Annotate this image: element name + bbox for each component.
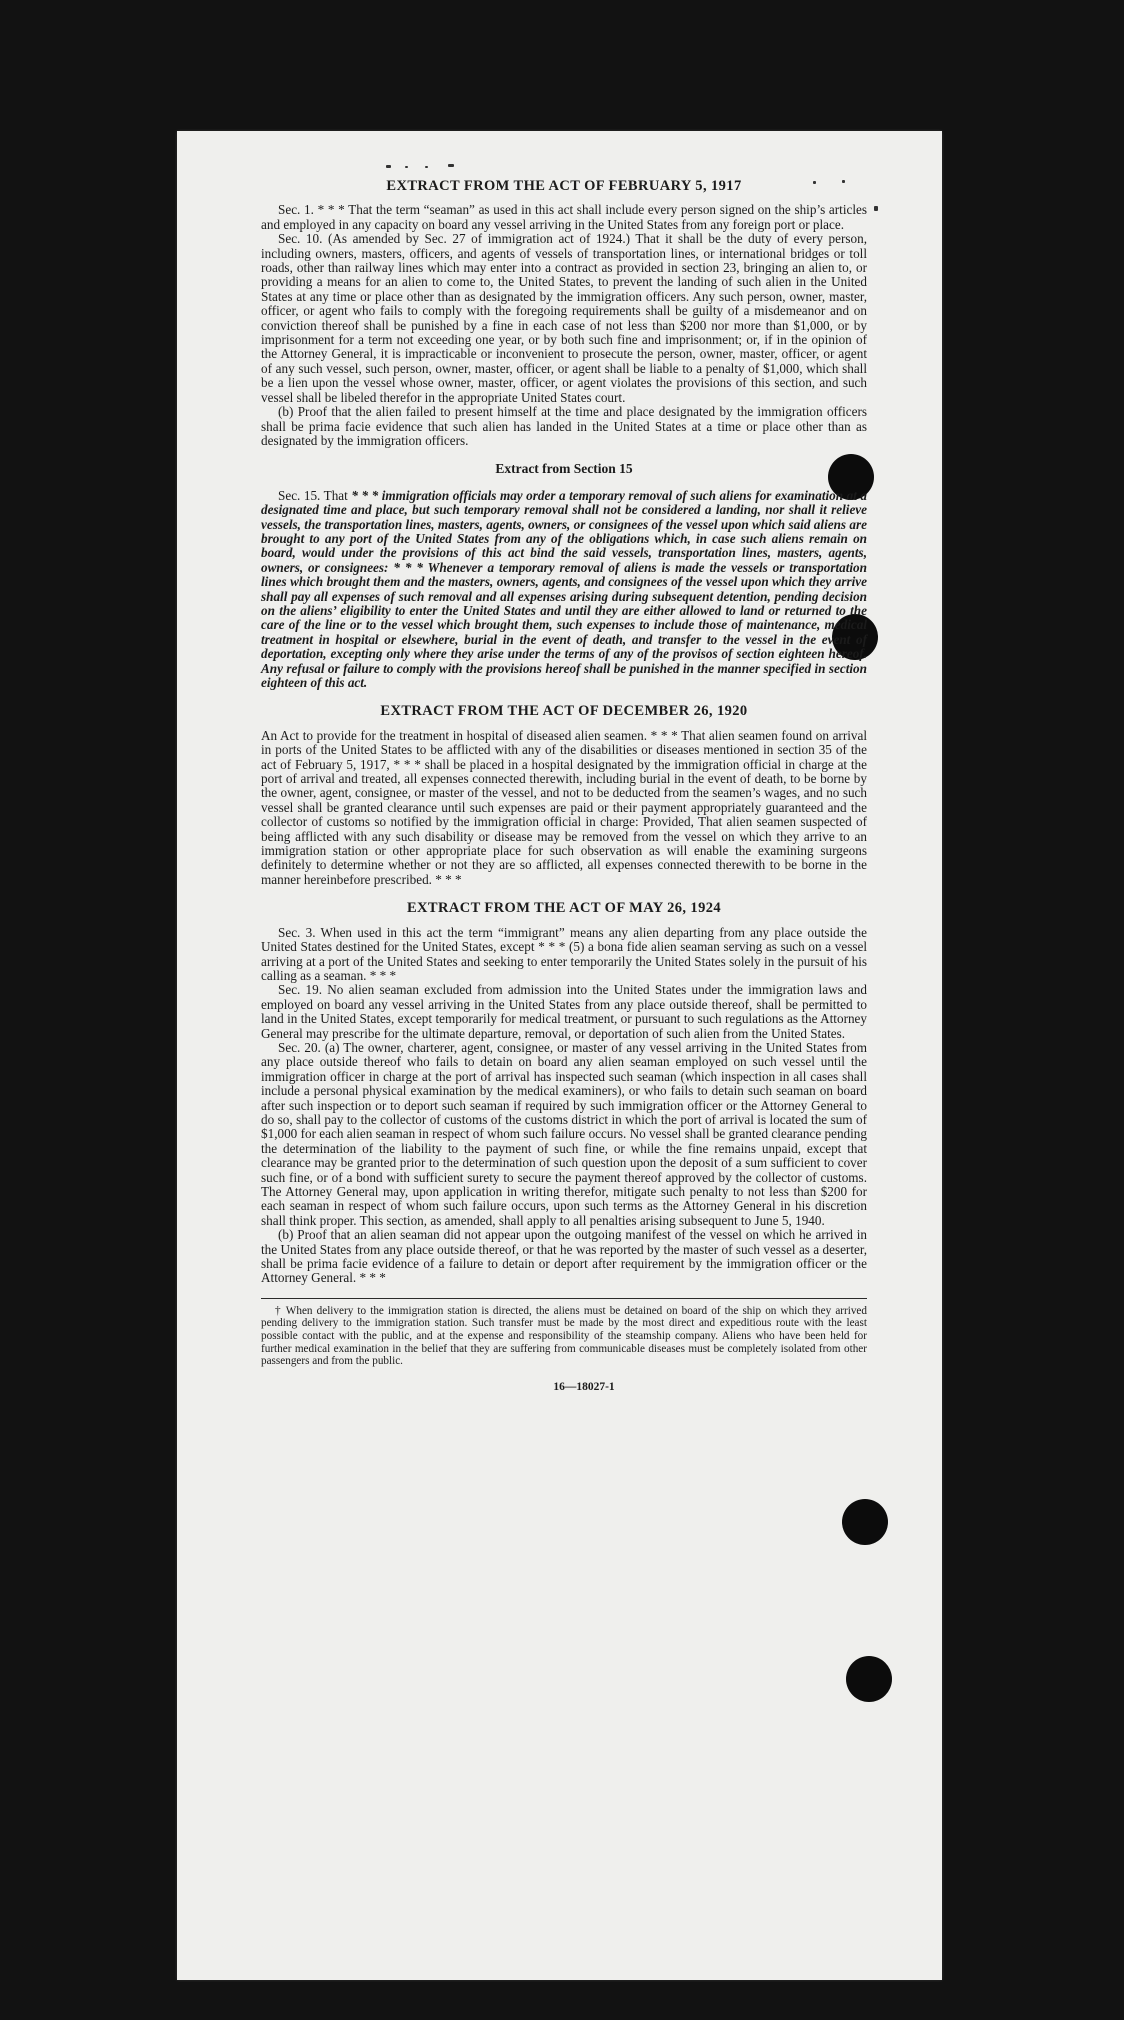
paragraph-sec-1: Sec. 1. * * * That the term “seaman” as used in this act shall include every person signed on the ship’s articles and employed in any capacity on board any vessel arriving in the United States from any foreign port or place. (261, 202, 867, 232)
document-body (261, 179, 867, 1394)
form-number: 16—18027-1 (553, 1380, 615, 1393)
sec-15-body: * * * immigration officials may order a temporary removal of such aliens for examination at a designated time and place, but such temporary removal shall not be considered a landing, nor shall it relieve vessels, the transportation lines, masters, agents, owners, or consignees of the vessel upon which said aliens are brought to any port of the United States from any of the obligations which, in case such aliens remain on board, would under the provisions of this act bind the said vessels, transportation lines, masters, agents, owners, or consignees: * * * Whenever a temporary removal of aliens is made the vessels or transportation lines which brought them and the masters, owners, agents, and consignees of the vessel upon which they arrive shall pay all expenses of such removal and all expenses arising during subsequent detention, pending decision on the aliens’ eligibility to enter the United States and until they are either allowed to land or returned to the care of the line or to the vessel which brought them, such expenses to include those of maintenance, medical treatment in hospital or elsewhere, burial in the event of death, and transfer to the vessel in the event of deportation, excepting only where they arise under the terms of any of the provisos of section eighteen hereof. Any refusal or failure to comply with the provisions hereof shall be punished in the manner specified in section eighteen of this act. (261, 487, 868, 690)
speck-mark (448, 164, 454, 167)
punch-hole-4 (846, 1656, 892, 1702)
heading-section-15: Extract from Section 15 (495, 461, 633, 477)
paragraph-sec-10-b: (b) Proof that the alien failed to present himself at the time and place designated by the immigration officers shall be prima facie evidence that such alien has landed in the United States at a time or place other than as designated by the immigration officers. (261, 404, 867, 448)
footnote-text: † When delivery to the immigration station is directed, the aliens must be detained on board of the ship on which they arrived pending delivery to the immigration station. Such transfer must be made by the most direct and expeditious route with the least possible contact with the public, and at the expense and responsibility of the steamship company. Aliens who have been held for further medical examination in the belief that they are suffering from communicable diseases must be completely isolated from other passengers and from the public. (261, 1304, 867, 1368)
paragraph-sec-20-b: (b) Proof that an alien seaman did not appear upon the outgoing manifest of the vessel on which he arrived in the United States from any place outside thereof, or that he was reported by the master of such vessel as a deserter, shall be prima facie evidence of a failure to detain or deport after requirement by the immigration officer or the Attorney General. * * * (261, 1227, 867, 1286)
document-sheet (177, 131, 942, 1980)
punch-hole-3 (842, 1499, 888, 1545)
speck-mark (405, 166, 408, 168)
paragraph-sec-10: Sec. 10. (As amended by Sec. 27 of immigration act of 1924.) That it shall be the duty of every person, including owners, masters, officers, and agents of vessels of transportation lines, or international bridges or toll roads, other than railway lines which may enter into a contract as provided in section 23, bringing an alien to, or providing a means for an alien to come to, the United States, to prevent the landing of such alien in the United States at any time or place other than as designated by the immigration officers. Any such person, owner, master, officer, or agent who fails to comply with the foregoing requirements shall be guilty of a misdemeanor and on conviction thereof shall be punished by a fine in each case of not less than $200 nor more than $1,000, or by imprisonment for a term not exceeding one year, or by both such fine and imprisonment; or, if in the opinion of the Attorney General, it is impracticable or inconvenient to prosecute the person, owner, master, officer, or agent of any such vessel, such person, owner, master, officer, or agent shall be liable to a penalty of $1,000, which shall be a lien upon the vessel whose owner, master, officer, or agent violates the provisions of this section, and such vessel shall be libeled therefor in the appropriate United States court. (261, 231, 867, 405)
footnote-divider (261, 1298, 867, 1299)
paragraph-sec-20-a: Sec. 20. (a) The owner, charterer, agent, consignee, or master of any vessel arriving in the United States from any place outside thereof who fails to detain on board any alien seaman employed on such vessel until the immigration officer in charge at the port of arrival has inspected such seaman (which inspection in all cases shall include a personal physical examination by the medical examiners), or who fails to detain such seaman on board after such inspection or to deport such seaman if required by such immigration officer or the Attorney General to do so, shall pay to the collector of customs of the customs district in which the port of arrival is located the sum of $1,000 for each alien seaman in respect of whom such failure occurs. No vessel shall be granted clearance pending the determination of the liability to the payment of such fine, or while the fine remains unpaid, except that clearance may be granted prior to the determination of such question upon the deposit of a sum sufficient to cover such fine, or of a bond with sufficient surety to secure the payment thereof approved by the collector of customs. The Attorney General may, upon application in writing therefor, mitigate such penalty to not less than $200 for each seaman in respect of whom such failure occurs, upon such terms as the Attorney General in his discretion shall think proper. This section, as amended, shall apply to all penalties arising subsequent to June 5, 1940. (261, 1039, 867, 1228)
paragraph-sec-19: Sec. 19. No alien seaman excluded from admission into the United States under the immigration laws and employed on board any vessel arriving in the United States from any place outside thereof, shall be permitted to land in the United States, except temporarily for medical treatment, or pursuant to such regulations as the Attorney General may prescribe for the ultimate departure, removal, or deportation of such alien from the United States. (261, 982, 867, 1041)
speck-mark (386, 165, 391, 168)
speck-mark (425, 166, 428, 168)
paragraph-sec-3: Sec. 3. When used in this act the term “immigrant” means any alien departing from any place outside the United States destined for the United States, except * * * (5) a bona fide alien seaman serving as such on a vessel arriving at a port of the United States and seeking to enter temporarily the United States solely in the pursuit of his calling as a seaman. * * * (261, 924, 867, 983)
heading-act-1924: EXTRACT FROM THE ACT OF MAY 26, 1924 (406, 900, 722, 917)
sec-15-lead: Sec. 15. That (278, 487, 348, 503)
heading-act-1920: EXTRACT FROM THE ACT OF DECEMBER 26, 1920 (380, 703, 748, 720)
speck-mark (874, 206, 878, 211)
heading-act-1917: EXTRACT FROM THE ACT OF FEBRUARY 5, 1917 (386, 178, 742, 194)
paragraph-act-1920: An Act to provide for the treatment in hospital of diseased alien seamen. * * * That alien seamen found on arrival in ports of the United States to be afflicted with any of the disabilities or diseases mentioned in section 35 of the act of February 5, 1917, * * * shall be placed in a hospital designated by the immigration official in charge at the port of arrival and treated, all expenses connected therewith, including burial in the event of death, to be borne by the owner, agent, consignee, or master of the vessel, and not to be deducted from the seamen’s wages, and no such vessel shall be granted clearance until such expenses are paid or their payment appropriately guaranteed and the collector of customs so notified by the immigration official in charge: Provided, That alien seamen suspected of being afflicted with any such disability or disease may be removed from the vessel on which they arrive to an immigration station or other appropriate place for such observation as will enable the examining surgeons definitely to determine whether or not they are so afflicted, all expenses connected therewith to be borne in the manner hereinbefore prescribed. * * * (261, 727, 867, 887)
paragraph-sec-15 (261, 489, 867, 691)
